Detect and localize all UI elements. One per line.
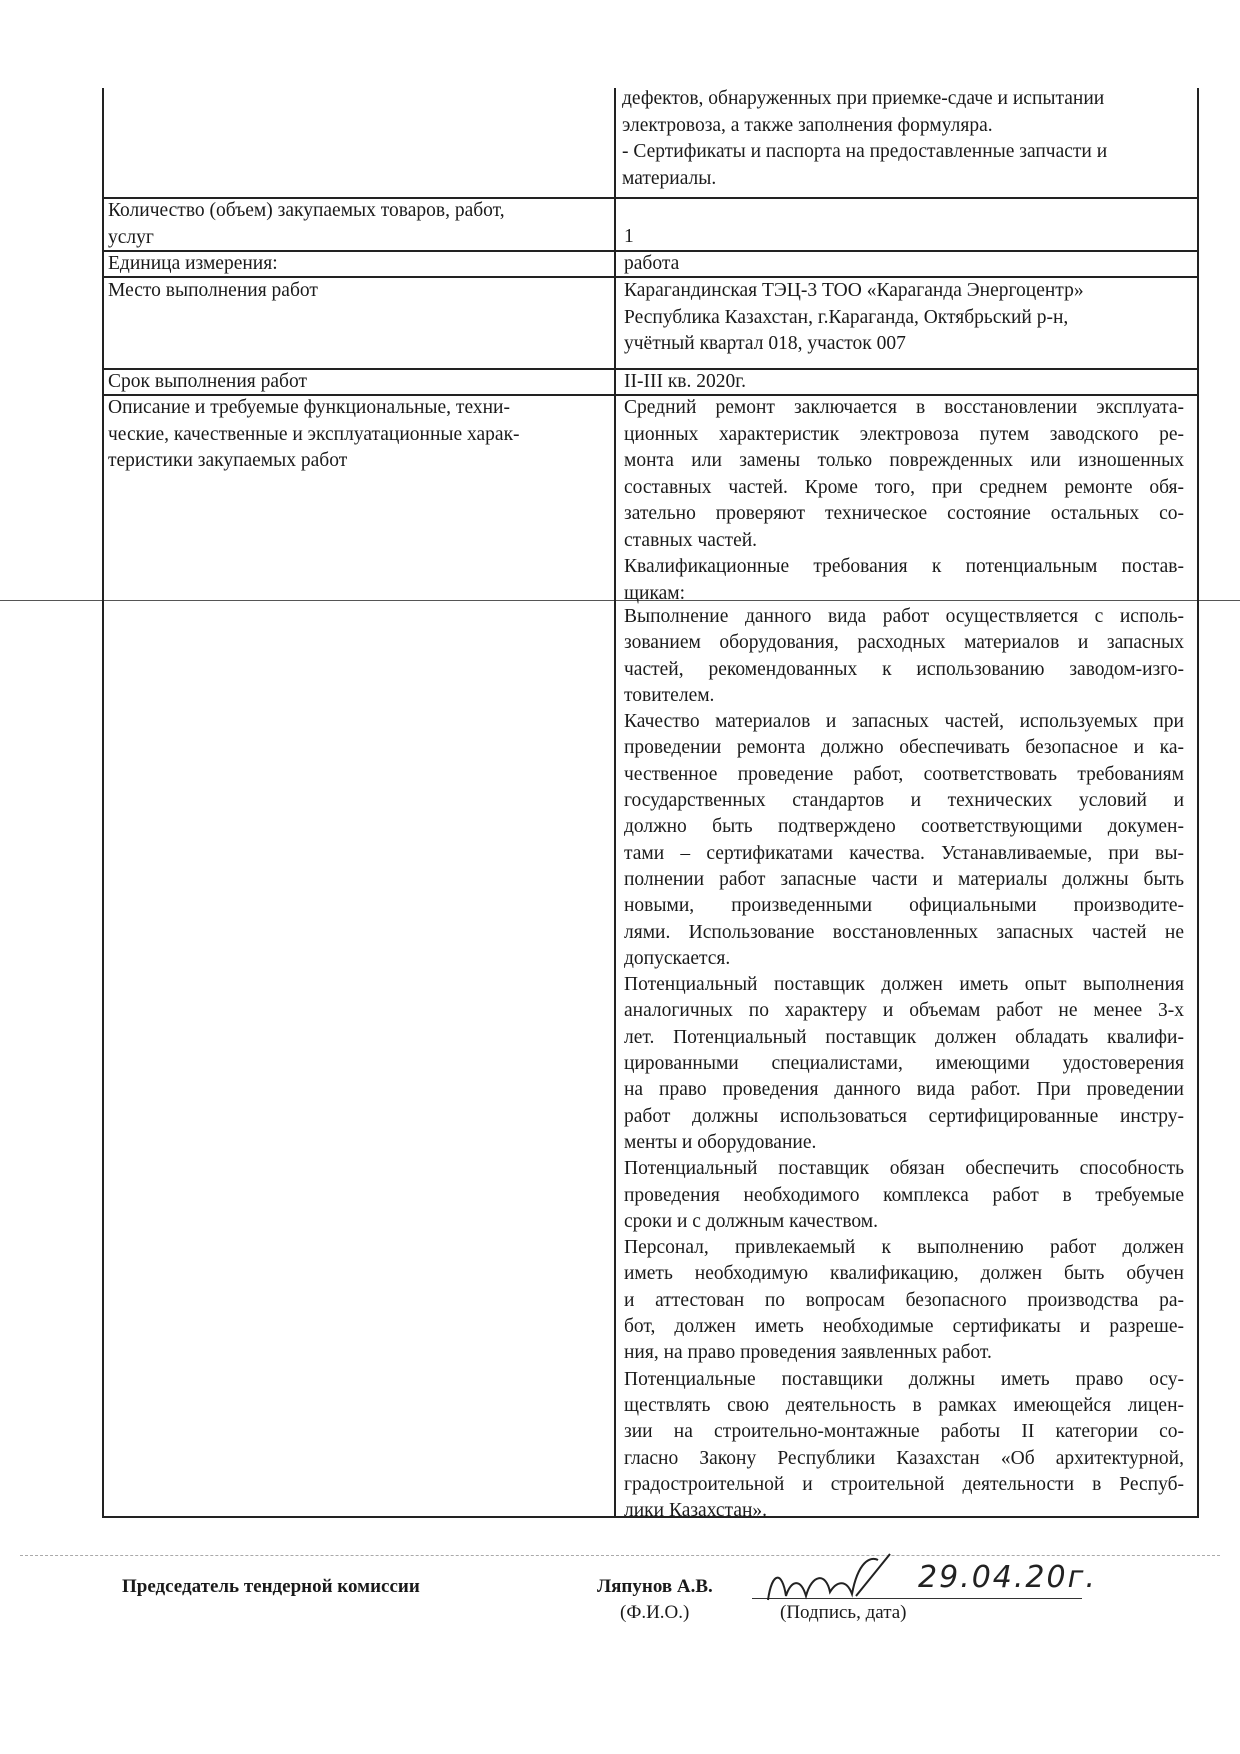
text-line: градостроительной и строительной деятельности в Респуб-: [624, 1473, 1184, 1495]
text-line: Персонал, привлекаемый к выполнению работ должен: [624, 1237, 1184, 1259]
table-column-divider: [614, 88, 616, 601]
table-border-right: [1197, 88, 1199, 601]
text-line: лями. Использование восстановленных запасных частей не: [624, 921, 1184, 943]
qualification-requirements-text: [624, 604, 1184, 1524]
description-value: Средний ремонт заключается в восстановлении эксплуата- ционных характеристик электровоза путем заводского ре- монта или замены только поврежденных или изношенных составных частей. Кроме того, при среднем ремонте обя- зательно проверяют техническое состояние остальных со- ставных частей. Квалификационные требования к потенциальным постав- щикам:: [624, 397, 1184, 604]
term-value: II-III кв. 2020г.: [624, 371, 746, 392]
text-line: государственных стандартов и технических условий и: [624, 790, 1184, 812]
text-line: Качество материалов и запасных частей, используемых при: [624, 711, 1184, 733]
term-label: Срок выполнения работ: [108, 371, 307, 392]
text-line: на право проведения данного вида работ. При проведении: [624, 1079, 1184, 1101]
text-line: Потенциальный поставщик должен иметь опыт выполнения: [624, 974, 1184, 996]
text-line: менты и оборудование.: [624, 1131, 817, 1153]
place-value: Карагандинская ТЭЦ-3 ТОО «Караганда Энергоцентр» Республика Казахстан, г.Караганда, Октябрьский р-н, учётный квартал 018, участок 007: [624, 280, 1084, 354]
text-line: Потенциальный поставщик обязан обеспечить способность: [624, 1158, 1184, 1180]
text-line: частей, рекомендованных к использованию заводом-изго-: [624, 658, 1184, 680]
text-line: бот, должен иметь необходимые сертификаты и разреше-: [624, 1316, 1184, 1338]
text-line: зии на строительно-монтажные работы II категории со-: [624, 1421, 1184, 1443]
table-border-left: [102, 88, 104, 601]
text-line: работ должны использоваться сертифицированные инстру-: [624, 1105, 1184, 1127]
table-border-right: [1197, 600, 1199, 1518]
text-line: ния, на право проведения заявленных работ.: [624, 1342, 992, 1364]
text-line: новыми, произведенными официальными производите-: [624, 895, 1184, 917]
text-line: Выполнение данного вида работ осуществляется с исполь-: [624, 606, 1184, 627]
table-border-left: [102, 600, 104, 1518]
text-line: товителем.: [624, 684, 715, 706]
text-line: зованием оборудования, расходных материалов и запасных: [624, 632, 1184, 654]
continued-requirements-text: [622, 86, 1187, 192]
text-line: тами – сертификатами качества. Устанавливаемые, при вы-: [624, 842, 1184, 864]
text-line: цированными специалистами, имеющими удостоверения: [624, 1053, 1184, 1075]
text-line: гласно Закону Республики Казахстан «Об архитектурной,: [624, 1447, 1184, 1469]
quantity-value: 1: [624, 226, 634, 247]
text-line: допускается.: [624, 947, 731, 969]
chairman-name: Ляпунов А.В.: [597, 1576, 713, 1597]
table-column-divider: [614, 600, 616, 1518]
place-label: Место выполнения работ: [108, 280, 318, 301]
signature-date-caption: (Подпись, дата): [780, 1602, 907, 1623]
handwritten-date: 29.04.20г.: [918, 1560, 1097, 1595]
unit-value: работа: [624, 253, 680, 274]
fio-caption: (Ф.И.О.): [620, 1602, 690, 1623]
text-line: проведения необходимого комплекса работ в требуемые: [624, 1184, 1184, 1206]
text-line: ществлять свою деятельность в рамках имеющейся лицен-: [624, 1394, 1184, 1416]
text-line: - Сертификаты и паспорта на предоставленные запчасти и: [622, 141, 1108, 162]
text-line: полнении работ запасные части и материалы должны быть: [624, 868, 1184, 890]
text-line: материалы.: [622, 167, 717, 189]
text-line: сроки и с должным качеством.: [624, 1210, 878, 1232]
text-line: и аттестован по вопросам безопасного производства ра-: [624, 1289, 1184, 1311]
text-line: лет. Потенциальный поставщик должен обладать квалифи-: [624, 1026, 1184, 1048]
text-line: должно быть подтверждено соответствующими докумен-: [624, 816, 1184, 838]
text-line: проведении ремонта должно обеспечивать безопасное и ка-: [624, 737, 1184, 759]
text-line: чественное проведение работ, соответствовать требованиям: [624, 763, 1184, 785]
quantity-label: Количество (объем) закупаемых товаров, работ, услуг: [108, 200, 505, 248]
commission-chairman-title: Председатель тендерной комиссии: [122, 1576, 420, 1597]
text-line: аналогичных по характеру и объемам работ не менее 3-х: [624, 1000, 1184, 1022]
text-line: Потенциальные поставщики должны иметь право осу-: [624, 1368, 1184, 1390]
text-line: электровоза, а также заполнения формуляра.: [622, 114, 993, 136]
text-line: лики Казахстан».: [624, 1500, 768, 1522]
unit-label: Единица измерения:: [108, 253, 278, 274]
description-label: Описание и требуемые функциональные, техни- ческие, качественные и эксплуатационные харак- теристики закупаемых работ: [108, 397, 520, 471]
scan-dotted-line: [20, 1555, 1220, 1556]
text-line: иметь необходимую квалификацию, должен быть обучен: [624, 1263, 1184, 1285]
text-line: дефектов, обнаруженных при приемке-сдаче и испытании: [622, 88, 1105, 109]
